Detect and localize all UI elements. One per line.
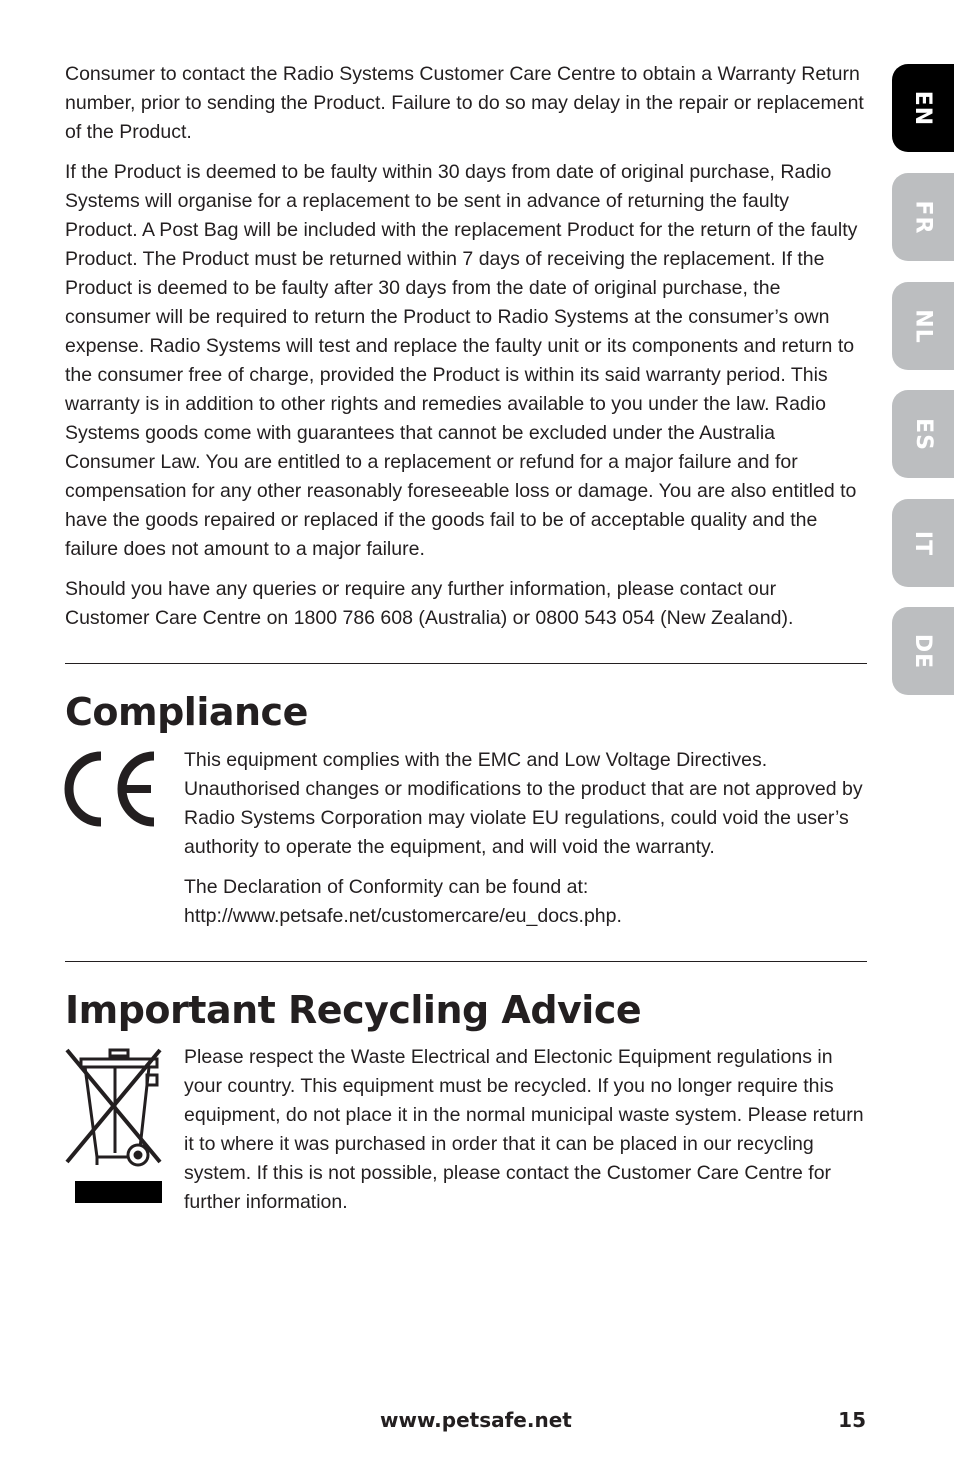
warranty-paragraph-2: If the Product is deemed to be faulty within 30 days from date of original purchase, Radio Systems will organise for a replacement to be sent in advance of returning the faulty Product. A Post Bag will be included with the replacement Product for the return of the faulty Product. The Product must be returned within 7 days of receiving the replacement. If the Product is deemed to be faulty after 30 days from the date of original purchase, the consumer will be required to return the Product to Radio Systems at the consumer’s own expense. Radio Systems will test and replace the faulty unit or its components and return to the consumer free of charge, provided the Product is within its said warranty period. This warranty is in addition to other rights and remedies available to you under the law. Radio Systems goods come with guarantees that cannot be excluded under the Australia Consumer Law. You are entitled to a replacement or refund for a major failure and for compensation for any other reasonably foreseeable loss or damage. You are also entitled to have the goods repaired or replaced if the goods fail to be of acceptable quality and the failure does not amount to a major failure. (65, 161, 858, 560)
tab-en[interactable] (892, 64, 954, 152)
tab-it[interactable] (892, 499, 954, 587)
compliance-paragraph-2: The Declaration of Conformity can be found at: http://www.petsafe.net/customercare/eu_docs.php. (184, 876, 622, 927)
compliance-paragraph-1: This equipment complies with the EMC and Low Voltage Directives. Unauthorised changes or modifications to the product that are not approved by Radio Systems Corporation may violate EU regulations, could void the user’s authority to operate the equipment, and will void the warranty. (184, 749, 863, 858)
recycling-paragraph: Please respect the Waste Electrical and Electonic Equipment regulations in your country. This equipment must be recycled. If you no longer require this equipment, do not place it in the normal municipal waste system. Please return it to where it was purchased in order that it can be placed in our recycling system. If this is not possible, please contact the Customer Care Centre for further information. (184, 1046, 864, 1213)
tab-label: IT (910, 530, 936, 556)
compliance-heading: Compliance (65, 690, 308, 734)
warranty-paragraph-1: Consumer to contact the Radio Systems Customer Care Centre to obtain a Warranty Return number, prior to sending the Product. Failure to do so may delay in the repair or replacement of the Product. (65, 63, 864, 143)
recycling-heading: Important Recycling Advice (65, 988, 642, 1032)
tab-label: NL (910, 308, 936, 344)
footer-website-link[interactable]: www.petsafe.net (380, 1408, 572, 1432)
warranty-text-block (65, 60, 865, 644)
section-divider (65, 961, 867, 962)
page-number: 15 (838, 1408, 866, 1432)
tab-label: DE (910, 633, 936, 669)
section-divider (65, 663, 867, 664)
crossed-out-wheelie-bin-icon (63, 1045, 167, 1205)
recycling-text-block (184, 1043, 870, 1228)
tab-nl[interactable] (892, 282, 954, 370)
compliance-text-block (184, 746, 870, 942)
tab-label: FR (910, 200, 936, 234)
tab-es[interactable] (892, 390, 954, 478)
tab-label: EN (910, 90, 936, 126)
tab-label: ES (910, 417, 936, 451)
warranty-paragraph-3: Should you have any queries or require any further information, please contact our Customer Care Centre on 1800 786 608 (Australia) or 0800 543 054 (New Zealand). (65, 578, 794, 629)
tab-de[interactable] (892, 607, 954, 695)
ce-mark-icon (62, 748, 158, 830)
tab-fr[interactable] (892, 173, 954, 261)
